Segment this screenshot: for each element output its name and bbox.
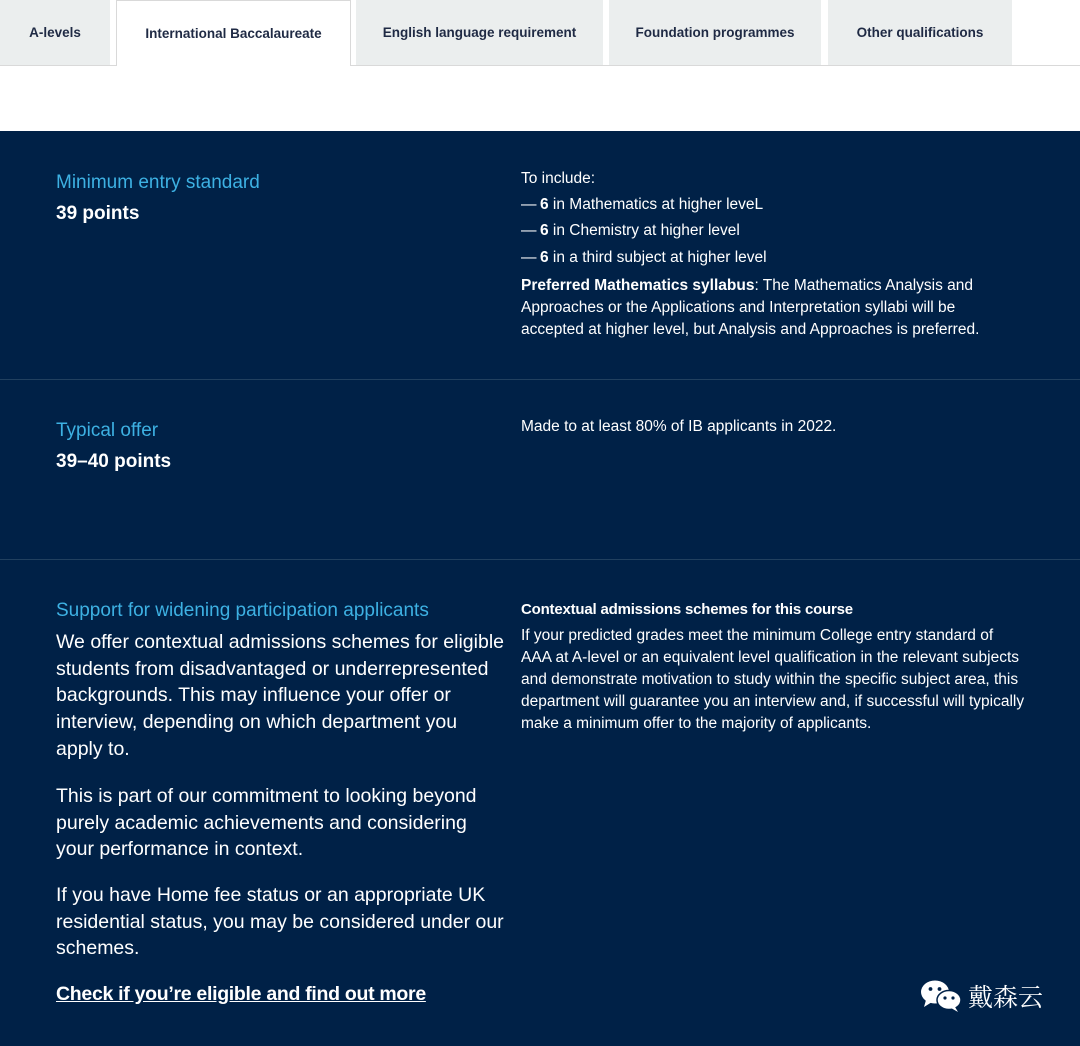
support-paragraph-3: If you have Home fee status or an appropriate UK residential status, you may be considered under our schemes. — [56, 884, 504, 960]
dash-bullet: — — [521, 249, 537, 266]
requirement-item — [521, 222, 740, 240]
check-eligibility-link[interactable]: Check if you’re eligible and find out more — [56, 983, 426, 1005]
widening-participation-label: Support for widening participation applicants — [56, 600, 429, 621]
support-paragraph-1: We offer contextual admissions schemes for eligible students from disadvantaged or underrepresented backgrounds. This may influence your offer or interview, depending on which department you apply to. — [56, 631, 504, 760]
requirement-item — [521, 249, 767, 267]
dash-bullet: — — [521, 222, 537, 239]
tab-english-language-requirement[interactable]: English language requirement — [356, 0, 603, 65]
section-divider — [0, 379, 1080, 380]
section-divider — [0, 559, 1080, 560]
support-paragraph-2: This is part of our commitment to looking beyond purely academic achievements and considering your performance in context. — [56, 785, 477, 861]
typical-offer-note: Made to at least 80% of IB applicants in 2022. — [521, 418, 837, 435]
watermark-text: 戴森云 — [968, 983, 1044, 1012]
requirement-grade: 6 — [540, 196, 549, 213]
requirement-subject: in Chemistry at higher level — [548, 222, 740, 239]
requirement-grade: 6 — [540, 222, 549, 239]
typical-offer-value: 39–40 points — [56, 451, 172, 472]
minimum-entry-label: Minimum entry standard — [56, 172, 260, 193]
typical-offer-label: Typical offer — [56, 420, 159, 441]
tab-a-levels[interactable]: A-levels — [0, 0, 110, 65]
maths-syllabus-heading: Preferred Mathematics syllabus — [521, 277, 755, 294]
requirement-item — [521, 196, 763, 214]
requirement-subject: in Mathematics at higher leveL — [548, 196, 764, 213]
tab-foundation-programmes[interactable]: Foundation programmes — [609, 0, 821, 65]
qualification-tabs — [0, 0, 1080, 66]
contextual-schemes-text: If your predicted grades meet the minimum College entry standard of AAA at A-level or an equivalent level qualification in the relevant subjects and demonstrate motivation to study within the specific subject area, this department will guarantee you an interview and, if successful will typically make a minimum offer to the majority of applicants. — [521, 627, 1025, 732]
contextual-schemes-heading: Contextual admissions schemes for this course — [521, 601, 853, 618]
tab-international-baccalaureate[interactable]: International Baccalaureate — [116, 0, 351, 66]
wechat-icon — [920, 978, 962, 1014]
maths-syllabus-note — [521, 275, 1021, 341]
requirement-subject: in a third subject at higher level — [548, 249, 767, 266]
maths-syllabus-text: : The Mathematics Analysis and Approaches or the Applications and Interpretation syllabi will be accepted at higher level, but Analysis and Approaches is preferred. — [521, 277, 980, 338]
tab-other-qualifications[interactable]: Other qualifications — [828, 0, 1012, 65]
minimum-entry-value: 39 points — [56, 203, 140, 224]
requirement-grade: 6 — [540, 249, 549, 266]
requirements-intro: To include: — [521, 170, 596, 187]
dash-bullet: — — [521, 196, 537, 213]
watermark — [920, 978, 1043, 1014]
